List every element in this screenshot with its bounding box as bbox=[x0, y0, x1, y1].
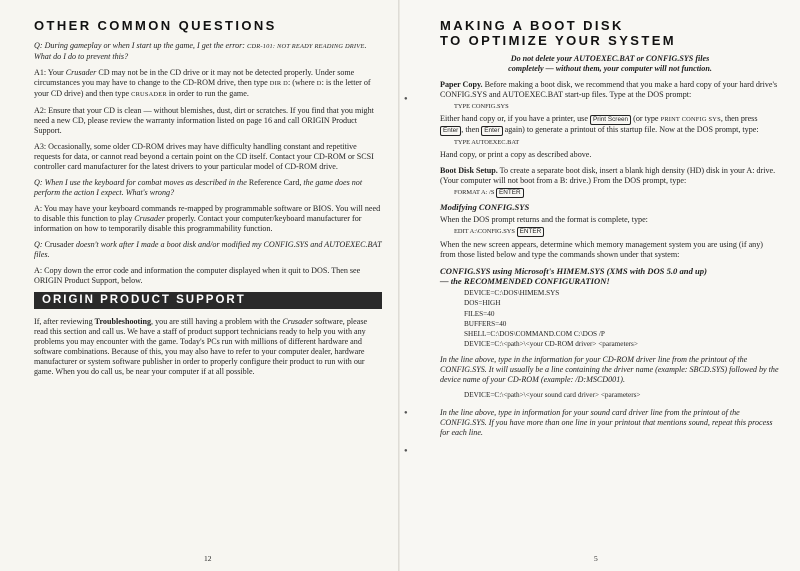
config-line: FILES=40 bbox=[464, 309, 495, 318]
support-paragraph bbox=[34, 317, 382, 377]
right-page bbox=[400, 0, 800, 571]
himem-heading bbox=[440, 266, 780, 286]
either-text-c: , then press bbox=[720, 114, 758, 123]
a1-text-d: : is the letter of your CD drive) and then type bbox=[34, 78, 371, 98]
answer-1 bbox=[34, 68, 382, 100]
boot-setup-paragraph bbox=[440, 166, 780, 186]
a1-text-a: A1: Your bbox=[34, 68, 66, 77]
a1-cmd-d: D bbox=[316, 80, 322, 87]
enter-key: ENTER bbox=[496, 188, 524, 198]
q2-text-c: , the game does not perform the action I expect. What's wrong? bbox=[34, 178, 363, 197]
cmd-type-autoexec: TYPE AUTOEXEC.BAT bbox=[454, 139, 520, 146]
config-line: SHELL=C:\DOS\COMMAND.COM C:\DOS /P bbox=[464, 330, 605, 339]
enter-key: Enter bbox=[440, 126, 461, 136]
a1-text-e: in order to run the game. bbox=[166, 89, 249, 98]
either-paragraph bbox=[440, 114, 780, 136]
q1-text-a: Q: During gameplay or when I start up the game, I get the error: bbox=[34, 41, 248, 50]
other-questions-heading: OTHER COMMON QUESTIONS bbox=[34, 18, 277, 33]
when-prompt-text: When the DOS prompt returns and the format is complete, type: bbox=[440, 215, 648, 224]
question-1 bbox=[34, 41, 382, 62]
right-page-number: 5 bbox=[594, 554, 598, 563]
cmd-format bbox=[454, 188, 780, 198]
himem-heading-line2: — the RECOMMENDED CONFIGURATION! bbox=[440, 276, 610, 286]
a4-text-a: A: You may have your keyboard commands re-mapped by programmable software or BIOS. You will need to disable this function to play bbox=[34, 204, 381, 223]
a1-cmd-dir: DIR D bbox=[269, 80, 288, 87]
a4-text-b: properly. Contact your computer/keyboard manufacturer for information on how to temporarily disable this programmability function. bbox=[34, 214, 362, 233]
paper-copy-text: Before making a boot disk, we recommend that you make a hard copy of your hard drive's CONFIG.SYS and AUTOEXEC.BAT start-up files. Type at the DOS prompt: bbox=[440, 80, 778, 99]
q3-text-a: Q: bbox=[34, 240, 45, 249]
q1-error-code: CDR-101: NOT READY READING DRIVE bbox=[247, 43, 365, 50]
config-line: DEVICE=C:\DOS\HIMEM.SYS bbox=[464, 289, 560, 297]
cmd-format-text: FORMAT A: /S bbox=[454, 189, 496, 196]
enter-key: Enter bbox=[481, 126, 502, 136]
binding-mark: ● bbox=[404, 410, 408, 416]
answer-4 bbox=[34, 204, 382, 234]
new-screen-text: When the new screen appears, determine which memory management system you are using (if any) from those listed below and type the commands shown under that system: bbox=[440, 240, 763, 259]
warning-line2: completely — without them, your computer will not function. bbox=[508, 64, 712, 73]
question-3 bbox=[34, 240, 382, 260]
boot-disk-heading bbox=[440, 18, 780, 48]
support-game-title: Crusader bbox=[282, 317, 313, 326]
binding-mark: ● bbox=[404, 448, 408, 454]
paper-copy-label: Paper Copy. bbox=[440, 80, 483, 89]
cmd-edit-config bbox=[454, 227, 780, 237]
enter-key: ENTER bbox=[517, 227, 545, 237]
config-line: DOS=HIGH bbox=[464, 299, 501, 308]
q1-text-b: . What do I do to prevent this? bbox=[34, 41, 367, 61]
a4-game-title: Crusader bbox=[134, 214, 165, 223]
config-line: DEVICE=C:\<path>\<your CD-ROM driver> <parameters> bbox=[464, 340, 638, 349]
answer-2: A2: Ensure that your CD is clean — without blemishes, dust, dirt or scratches. If you find that you might need a new CD, please review the warranty information listed on page 16 and call ORIGIN Product Support. bbox=[34, 106, 374, 135]
either-text-d: , then bbox=[461, 125, 482, 134]
q3-game-title: Crusader bbox=[44, 240, 74, 249]
config-lines bbox=[440, 289, 780, 350]
sound-note: In the line above, type in information for your sound card driver line from the printout of the CONFIG.SYS. If you have more than one line in your printout that mentions sound, repeat this process for each line. bbox=[440, 408, 773, 438]
boot-disk-heading-line2: TO OPTIMIZE YOUR SYSTEM bbox=[440, 33, 677, 48]
question-2 bbox=[34, 178, 382, 198]
support-text-c: software, please read this section and call us. We have a staff of product support technicians ready to help you with any problems you may encounter with the game. Today's PCs run with millions of different hardware and software combinations. Because of this, you may also have to refer to your computer dealer, hardware manufacturer or system software publisher in order to properly configure their product to run with our game. When you do call us, be near your computer if at all possible. bbox=[34, 317, 368, 376]
hand-copy-text: Hand copy, or print a copy as described above. bbox=[440, 150, 592, 159]
q3-text-b: doesn't work after I made a boot disk and/or modified my CONFIG.SYS and AUTOEXEC.BAT files. bbox=[34, 240, 382, 259]
product-support-banner: ORIGIN PRODUCT SUPPORT bbox=[34, 292, 382, 309]
support-troubleshooting: Troubleshooting bbox=[94, 317, 152, 326]
support-text-b: , you are still having a problem with the bbox=[151, 317, 283, 326]
either-cmd: PRINT CONFIG SYS bbox=[660, 116, 721, 123]
boot-setup-text: To create a separate boot disk, insert a blank high density (HD) disk in your A: drive. (Your computer will not boot from a B: drive.) From the DOS prompt, type: bbox=[440, 166, 776, 185]
a1-text-b: CD may not be in the CD drive or it may not be detected properly. Under some circumstances you may have to change to the CD-ROM drive, then type bbox=[34, 68, 355, 87]
cmd-edit-text: EDIT A:\CONFIG.SYS bbox=[454, 228, 517, 235]
print-screen-key: Print Screen bbox=[590, 115, 631, 125]
modifying-config-heading: Modifying CONFIG.SYS bbox=[440, 202, 530, 212]
q2-text-a: Q: When I use the keyboard for combat moves as described in the bbox=[34, 178, 249, 187]
warning-line1: Do not delete your AUTOEXEC.BAT or CONFIG.SYS files bbox=[510, 54, 710, 63]
support-text-a: If, after reviewing bbox=[34, 317, 95, 326]
a1-text-c: : (where bbox=[288, 78, 317, 87]
a1-game-title: Crusader bbox=[65, 68, 97, 77]
either-text-a: Either hand copy or, if you have a printer, use bbox=[440, 114, 590, 123]
cdrom-note: In the line above, type in the information for your CD-ROM driver line from the printout of the CONFIG.SYS. It will usually be a line containing the driver name (example: SBCD.SYS) followed by the device name of your CD-ROM (example: /D:MSCD001). bbox=[440, 354, 779, 384]
himem-heading-line1: CONFIG.SYS using Microsoft's HIMEM.SYS (XMS with DOS 5.0 and up) bbox=[440, 266, 707, 276]
sound-config-line: DEVICE=C:\<path>\<your sound card driver> <parameters> bbox=[464, 390, 641, 399]
paper-copy-paragraph bbox=[440, 80, 780, 100]
a1-cmd-crusader: CRUSADER bbox=[131, 91, 167, 98]
warning-note bbox=[440, 54, 780, 74]
config-line: BUFFERS=40 bbox=[464, 319, 507, 328]
cmd-type-config: TYPE CONFIG.SYS bbox=[454, 103, 509, 110]
either-text-b: (or type bbox=[631, 114, 661, 123]
q2-reference-card: Reference Card bbox=[248, 178, 300, 187]
binding-mark: ● bbox=[404, 96, 408, 102]
boot-disk-heading-line1: MAKING A BOOT DISK bbox=[440, 18, 624, 33]
answer-3: A3: Occasionally, some older CD-ROM drives may have difficulty handling constant and repetitive requests for data, or cannot read beyond a certain point on the CD itself. Contact your CD-ROM or SCSI controller card manufacturer for the latest drivers to your particular model of CD-ROM drive. bbox=[34, 142, 374, 171]
left-page-number: 12 bbox=[204, 554, 212, 563]
either-text-e: again) to generate a printout of this startup file. Now at the DOS prompt, type: bbox=[502, 125, 759, 134]
boot-setup-label: Boot Disk Setup. bbox=[440, 166, 498, 175]
answer-5: A: Copy down the error code and information the computer displayed when it quit to DOS. Then see ORIGIN Product Support, below. bbox=[34, 266, 361, 285]
